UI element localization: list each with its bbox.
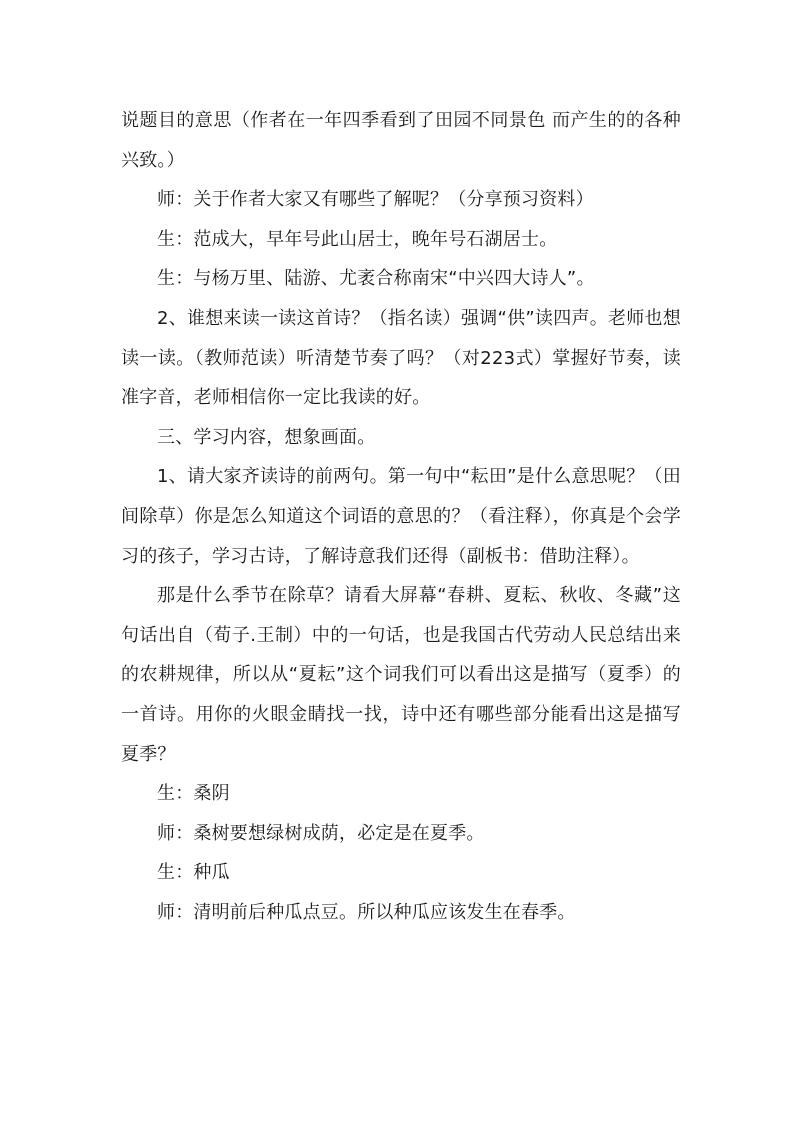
paragraph-student-four-poets: 生：与杨万里、陆游、尤袤合称南宋“中兴四大诗人”。 — [157, 268, 595, 290]
paragraph-season-question: 那是什么季节在除草？请看大屏幕“春耕、夏耘、秋收、冬藏”这句话出自（荀子.王制）中的一句话，也是我国古代劳动人民总结出来的农耕规律，所以从“夏耘”这个词我们可以看出这是描写（夏季）的一首诗。用你的火眼金睛找一找，诗中还有哪些部分能看出这是描写夏季？ — [121, 585, 681, 765]
paragraph-teacher-mulberry: 师：桑树要想绿树成荫，必定是在夏季。 — [157, 822, 485, 844]
paragraph-reading-rhythm: 2、谁想来读一读这首诗？（指名读）强调“供”读四声。老师也想读一读。（教师范读）听清楚节奏了吗？（对223式）掌握好节奏，读准字音，老师相信你一定比我读的好。 — [121, 307, 681, 409]
paragraph-yuntian-meaning: 1、请大家齐读诗的前两句。第一句中“耘田”是什么意思呢？（田间除草）你是怎么知道这个词语的意思的？（看注释），你真是个会学习的孩子，学习古诗，了解诗意我们还得（副板书：借助注释）。 — [121, 466, 681, 567]
paragraph-student-zhonggua: 生：种瓜 — [157, 862, 230, 884]
section-heading-learn-content: 三、学习内容，想象画面。 — [157, 426, 376, 448]
paragraph-teacher-author-question: 师：关于作者大家又有哪些了解呢？（分享预习资料） — [157, 189, 594, 211]
paragraph-title-meaning: 说题目的意思（作者在一年四季看到了田园不同景色 而产生的的各种兴致。） — [121, 110, 681, 171]
document-body — [121, 101, 681, 932]
paragraph-student-fan-chengda: 生：范成大，早年号此山居士，晚年号石湖居士。 — [157, 228, 558, 250]
paragraph-teacher-qingming: 师：清明前后种瓜点豆。所以种瓜应该发生在春季。 — [157, 901, 576, 923]
paragraph-student-sangyin: 生：桑阴 — [157, 783, 230, 805]
